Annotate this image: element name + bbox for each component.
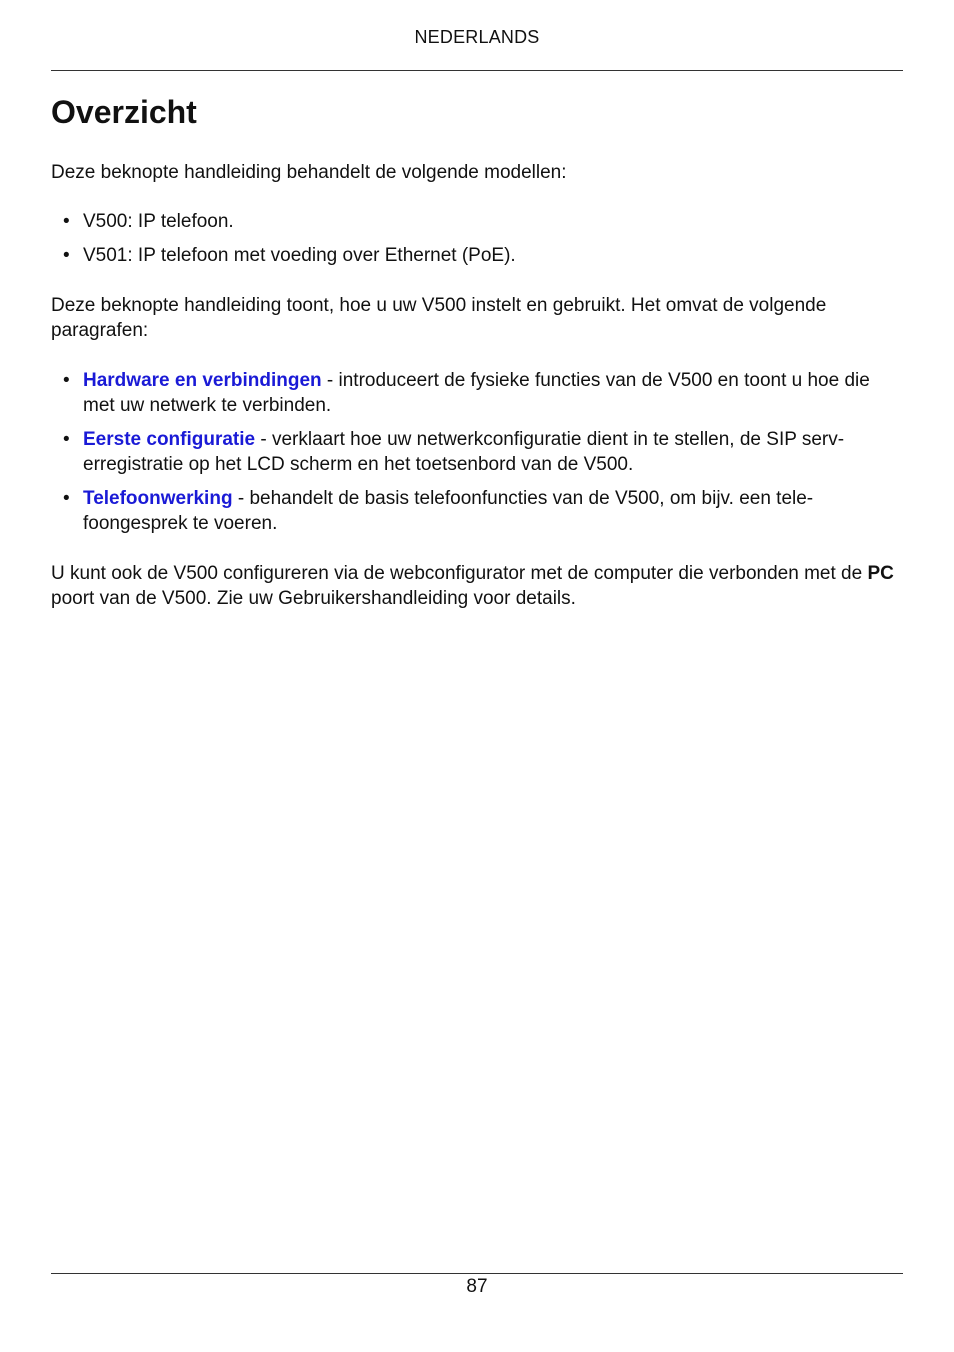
pc-port-label: PC [867,563,894,584]
contents-intro-paragraph: Deze beknopte handleiding toont, hoe u uw V500 instelt en gebruikt. Het omvat de volgende paragrafen: [51,295,827,341]
intro-paragraph: Deze beknopte handleiding behandelt de volgende modellen: [51,162,567,183]
model-text: V500: IP telefoon. [83,211,234,232]
bullet-icon: • [63,245,70,266]
bullet-icon: • [63,429,70,450]
section-description: - behandelt de basis telefoonfuncties van de V500, om bijv. een tele-foongesprek te voeren. [83,488,814,534]
section-link-hardware[interactable]: Hardware en verbindingen [83,370,322,391]
models-list [51,209,903,277]
closing-text-start: U kunt ook de V500 configureren via de webconfigurator met de computer die verbonden met de [51,563,868,584]
list-item [51,243,903,268]
list-item [51,368,903,418]
footer-rule [51,1273,903,1274]
list-item [51,486,903,536]
bullet-icon: • [63,488,70,509]
sections-list [51,368,903,545]
bullet-icon: • [63,211,70,232]
list-item [51,209,903,234]
section-link-phone-operation[interactable]: Telefoonwerking [83,488,233,509]
section-description: - introduceert de fysieke functies van de V500 en toont u hoe die met uw netwerk te verbinden. [83,370,870,416]
page-title: Overzicht [51,94,197,130]
section-link-configuration[interactable]: Eerste configuratie [83,429,256,450]
bullet-icon: • [63,370,70,391]
running-header: NEDERLANDS [414,27,540,47]
section-description: - verklaart hoe uw netwerkconfiguratie dient in te stellen, de SIP serv-erregistratie op het LCD scherm en het toetsenbord van de V500. [83,429,845,475]
header-rule [51,70,903,71]
model-text: V501: IP telefoon met voeding over Ethernet (PoE). [83,245,516,266]
list-item [51,427,903,477]
closing-text-end: poort van de V500. Zie uw Gebruikershandleiding voor details. [51,588,576,609]
page-number: 87 [466,1276,488,1297]
closing-paragraph [51,561,903,611]
